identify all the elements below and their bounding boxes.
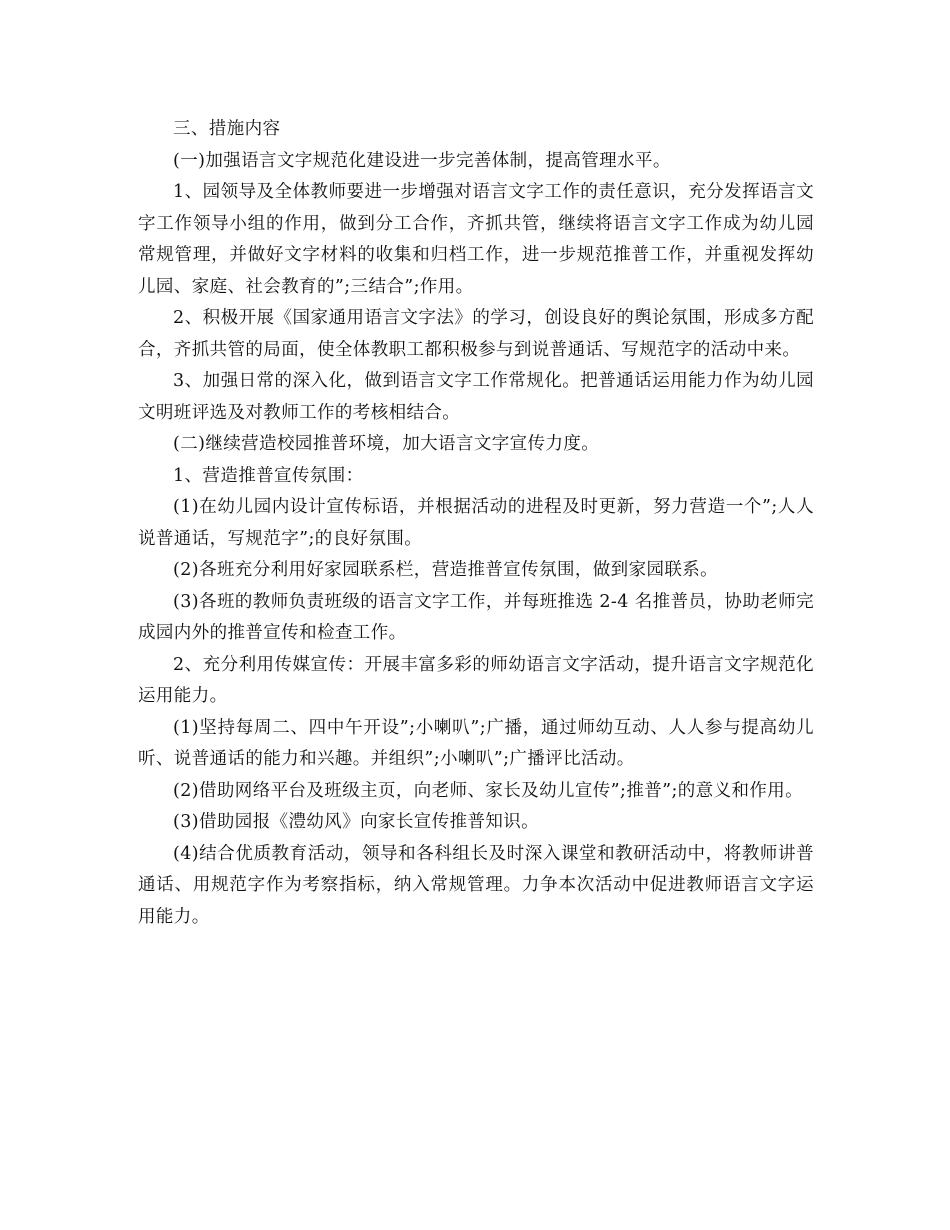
paragraph: (3)各班的教师负责班级的语言文字工作，并每班推选 2-4 名推普员，协助老师完成园内外的推普宣传和检查工作。 xyxy=(138,591,814,643)
paragraph: (2)借助网络平台及班级主页，向老师、家长及幼儿宣传”;推普”;的意义和作用。 xyxy=(173,780,804,801)
subsection-heading: (一)加强语言文字规范化建设进一步完善体制，提高管理水平。 xyxy=(173,150,671,171)
paragraph: (1)在幼儿园内设计宣传标语，并根据活动的进程及时更新，努力营造一个”;人人说普通话，写规范字”;的良好氛围。 xyxy=(138,497,814,549)
section-heading: 三、措施内容 xyxy=(173,119,281,139)
paragraph: 2、充分利用传媒宣传：开展丰富多彩的师幼语言文字活动，提升语言文字规范化运用能力。 xyxy=(138,654,814,706)
paragraph: (4)结合优质教育活动，领导和各科组长及时深入课堂和教研活动中，将教师讲普通话、用规范字作为考察指标，纳入常规管理。力争本次活动中促进教师语言文字运用能力。 xyxy=(138,843,814,927)
paragraph: 2、积极开展《国家通用语言文字法》的学习，创设良好的舆论氛围，形成多方配合，齐抓共管的局面，使全体教职工都积极参与到说普通话、写规范字的活动中来。 xyxy=(138,308,814,360)
subsection-heading: (二)继续营造校园推普环境，加大语言文字宣传力度。 xyxy=(173,434,600,454)
paragraph: (2)各班充分利用好家园联系栏，营造推普宣传氛围，做到家园联系。 xyxy=(173,560,719,580)
document-body xyxy=(138,114,814,933)
paragraph: 1、营造推普宣传氛围： xyxy=(173,465,364,486)
paragraph: (1)坚持每周二、四中午开设”;小喇叭”;广播，通过师幼互动、人人参与提高幼儿听、说普通话的能力和兴趣。并组织”;小喇叭”;广播评比活动。 xyxy=(138,717,814,769)
paragraph: 1、园领导及全体教师要进一步增强对语言文字工作的责任意识，充分发挥语言文字工作领导小组的作用，做到分工合作，齐抓共管，继续将语言文字工作成为幼儿园常规管理，并做好文字材料的收集和归档工作，进一步规范推普工作，并重视发挥幼儿园、家庭、社会教育的”;三结合”;作用。 xyxy=(138,182,814,297)
paragraph: 3、加强日常的深入化，做到语言文字工作常规化。把普通话运用能力作为幼儿园文明班评选及对教师工作的考核相结合。 xyxy=(138,371,814,423)
paragraph: (3)借助园报《澧幼风》向家长宣传推普知识。 xyxy=(173,812,540,832)
